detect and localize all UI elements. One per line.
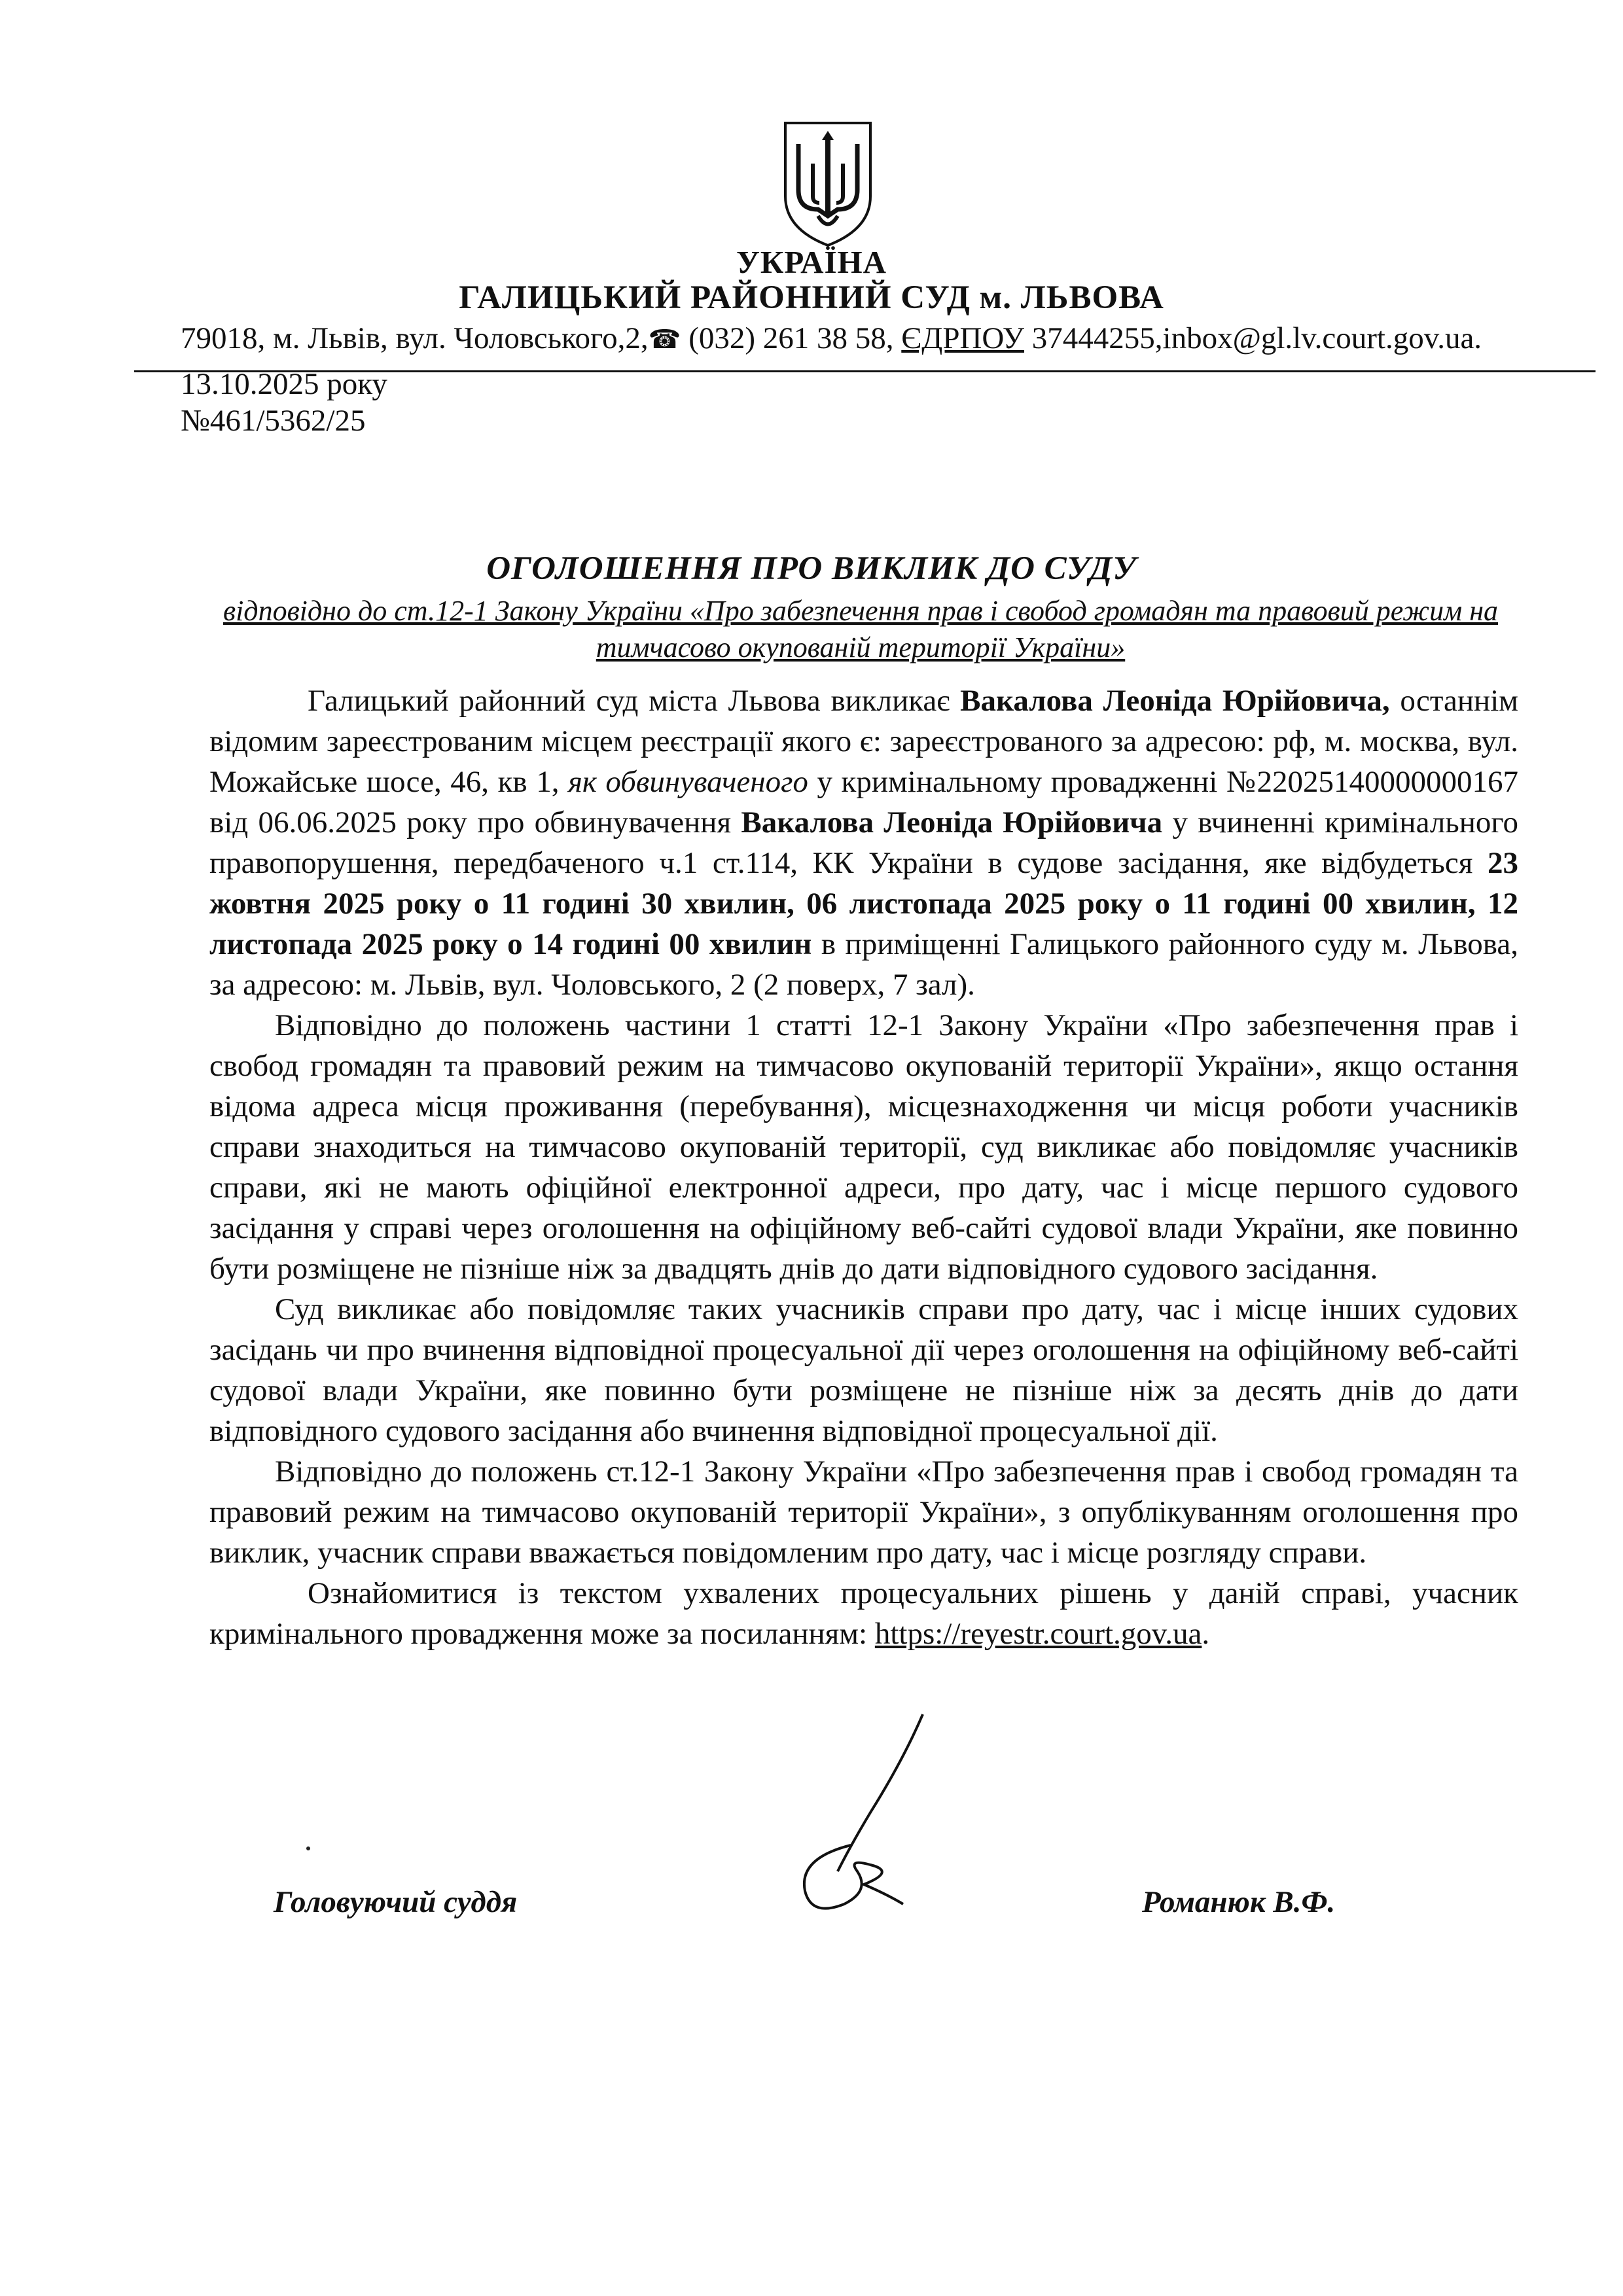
signature-mark — [772, 1708, 942, 1930]
notice-body — [209, 680, 1518, 1654]
defendant-role: як обвинуваченого — [568, 765, 808, 799]
phone-icon: ☎ — [648, 325, 681, 354]
defendant-name-2: Вакалова Леоніда Юрійовича — [741, 805, 1163, 839]
document-number: №461/5362/25 — [181, 404, 366, 438]
paragraph-notification: Відповідно до положень ст.12-1 Закону України «Про забезпечення прав і свобод громадян та правовий режим на тимчасово окупованій території України», з опублікуванням оголошення про виклик, учасник справи вважається повідомленим про дату, час і місце розгляду справи. — [209, 1455, 1518, 1570]
defendant-name: Вакалова Леоніда Юрійовича, — [960, 684, 1390, 718]
paragraph-registry: Ознайомитися із текстом ухвалених процесуальних рішень у даній справі, учасник кримінального провадження може за посиланням: https://reyestr.court.gov.ua. — [209, 1576, 1518, 1651]
notice-subtitle: відповідно до ст.12-1 Закону України «Про забезпечення прав і свобод громадян та правовий режим на тимчасово окупованій території України» — [223, 595, 1499, 663]
paragraph-summons: Галицький районний суд міста Львова викликає Вакалова Леоніда Юрійовича, останнім відомим зареєстрованим місцем реєстрації якого є: зареєстрованого за адресою: рф, м. москва, вул. Можайське шосе, 46, кв 1, як обвинуваченого у кримінальному провадженні №22025140000000167 від 06.06.2025 року про обвинувачення Вакалова Леоніда Юрійовича у вчиненні кримінального правопорушення, передбаченого ч.1 ст.114, КК України в судове засідання, яке відбудеться 23 жовтня 2025 року о 11 годині 30 хвилин, 06 листопада 2025 року о 11 годині 00 хвилин, 12 листопада 2025 року о 14 годині 00 хвилин в приміщенні Галицького районного суду м. Львова, за адресою: м. Львів, вул. Чоловського, 2 (2 поверх, 7 зал). — [209, 684, 1518, 1002]
country-title: УКРАЇНА — [736, 244, 887, 280]
judge-role: Головуючий суддя — [274, 1885, 518, 1919]
court-address: 79018, м. Львів, вул. Чоловського,2, — [181, 321, 649, 355]
court-name: ГАЛИЦЬКИЙ РАЙОННИЙ СУД м. ЛЬВОВА — [459, 279, 1164, 316]
paragraph-law-basis: Відповідно до положень частини 1 статті 12-1 Закону України «Про забезпечення прав і свобод громадян та правовий режим на тимчасово окупованій території України», якщо остання відома адреса місця проживання (перебування), місцезнаходження чи місця роботи учасників справи знаходиться на тимчасово окупованій території, суд викликає або повідомляє учасників справи, які не мають офіційної електронної адреси, про дату, час і місце першого судового засідання у справі через оголошення на офіційному веб-сайті судової влади України, яке повинно бути розміщене не пізніше ніж за двадцять днів до дати відповідного судового засідання. — [209, 1008, 1518, 1286]
edrpou-and-email: 37444255,inbox@gl.lv.court.gov.ua. — [1024, 321, 1482, 355]
trident-emblem-icon — [779, 118, 877, 249]
registry-link[interactable]: https://reyestr.court.gov.ua — [874, 1617, 1202, 1651]
court-contacts — [181, 321, 1558, 356]
edrpou-label: ЄДРПОУ — [901, 321, 1025, 355]
paragraph-other-hearings: Суд викликає або повідомляє таких учасників справи про дату, час і місце інших судових засідань чи про вчинення відповідної процесуальної дії через оголошення на офіційному веб-сайті судової влади України, яке повинно бути розміщене не пізніше ніж за десять днів до дати відповідного судового засідання або вчинення відповідної процесуальної дії. — [209, 1292, 1518, 1448]
stray-dot — [306, 1846, 310, 1850]
document-date: 13.10.2025 року — [181, 367, 387, 401]
notice-title: ОГОЛОШЕННЯ ПРО ВИКЛИК ДО СУДУ — [486, 550, 1137, 587]
judge-name: Романюк В.Ф. — [1142, 1885, 1336, 1919]
hearing-dates: 23 жовтня 2025 року о 11 годині 30 хвилин, 06 листопада 2025 року о 11 годині 00 хвилин, 12 листопада 2025 року о 14 годині 00 хвилин — [209, 846, 1518, 961]
court-phone: (032) 261 38 58, — [681, 321, 902, 355]
